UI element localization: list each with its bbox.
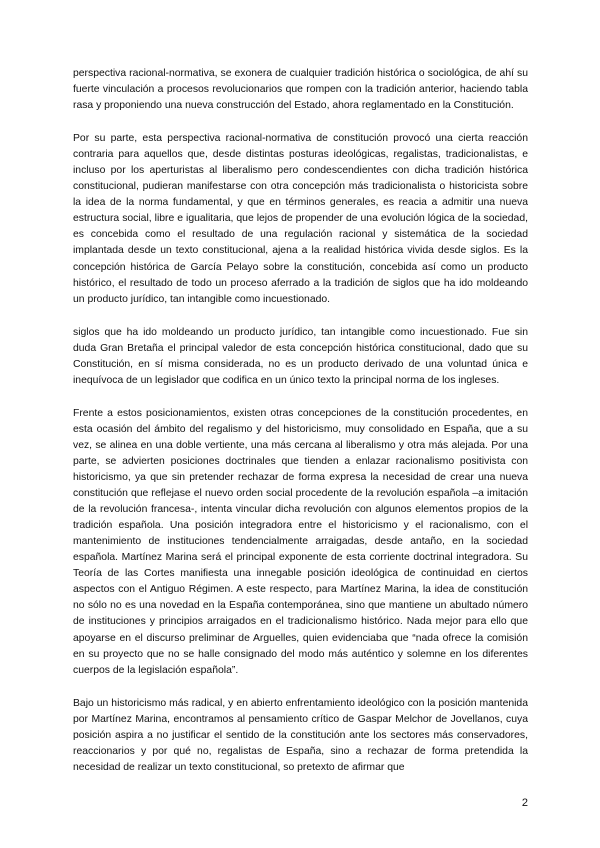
page-number: 2 bbox=[521, 797, 528, 809]
paragraph-5: Bajo un historicismo más radical, y en abierto enfrentamiento ideológico con la posición mantenida por Martínez Marina, encontramos al pensamiento crítico de Gaspar Melchor de Jovellanos, cuya posición aspira a no justificar el sentido de la constitución ante los sectores más conservadores, reaccionarios y por qué no, regalistas de España, sino a rechazar de forma pretendida la necesidad de realizar un texto constitucional, so pretexto de afirmar que bbox=[73, 697, 528, 773]
document-body bbox=[73, 66, 528, 776]
paragraph-3: siglos que ha ido moldeando un producto jurídico, tan intangible como incuestionado. Fue sin duda Gran Bretaña el principal valedor de esta concepción histórica constitucional, dado que su Constitución, en sí misma considerada, no es un producto derivado de una voluntad única e inequívoca de un legislador que codifica en un único texto la principal norma de los ingleses. bbox=[73, 326, 528, 386]
paragraph-1: perspectiva racional-normativa, se exonera de cualquier tradición histórica o sociológica, de ahí su fuerte vinculación a procesos revolucionarios que rompen con la tradición anterior, haciendo tabla rasa y proponiendo una nueva construcción del Estado, ahora reglamentado en la Constitución. bbox=[73, 68, 528, 112]
paragraph-2: Por su parte, esta perspectiva racional-normativa de constitución provocó una cierta reacción contraria para aquellos que, desde distintas posturas ideológicas, regalistas, tradicionalistas, e incluso por los aperturistas al liberalismo pero condescendientes con dicha tradición histórica constitucional, pudieran manifestarse con otra concepción más tradicionalista o historicista sobre la idea de la norma fundamental, y que en términos generales, es reacia a admitir una nueva estructura social, libre e igualitaria, que lejos de propender de una evolución lógica de la sociedad, es concebida como el resultado de una regulación racional y sistemática de la sociedad implantada desde un texto constitucional, ajena a la realidad histórica vivida desde siglos. Es la concepción histórica de García Pelayo sobre la constitución, concebida así como un producto histórico, el resultado de todo un proceso aferrado a la tradición de siglos que ha ido moldeando un producto jurídico, tan intangible como incuestionado. bbox=[73, 133, 528, 305]
paragraph-4: Frente a estos posicionamientos, existen otras concepciones de la constitución procedentes, en esta ocasión del ámbito del regalismo y del historicismo, muy consolidado en España, que a su vez, se alinea en una doble vertiente, una más cercana al liberalismo y otra más alejada. Por una parte, se advierten posiciones doctrinales que tienden a enlazar racionalismo positivista con historicismo, ya que sin pretender rechazar de forma expresa la necesidad de crear una nueva constitución que reflejase el nuevo orden social procedente de la revolución española –a imitación de la revolución francesa-, intenta vincular dicha revolución con algunos elementos propios de la tradición española. Una posición integradora entre el historicismo y el racionalismo, con el mantenimiento de instituciones tendencialmente arraigadas, desde antaño, en la sociedad española. Martínez Marina será el principal exponente de esta corriente doctrinal integradora. Su Teoría de las Cortes manifiesta una innegable posición ideológica de continuidad en ciertos aspectos con el Antiguo Régimen. A este respecto, para Martínez Marina, la idea de constitución no sólo no es una novedad en la España contemporánea, sino que mantiene un abultado número de instituciones y principios arraigados en el tradicionalismo histórico. Nada mejor para ello que apoyarse en el discurso preliminar de Arguelles, quien evidenciaba que “nada ofrece la comisión en su proyecto que no se halle consignado del modo más auténtico y solemne en los diferentes cuerpos de la legislación española”. bbox=[73, 407, 528, 676]
